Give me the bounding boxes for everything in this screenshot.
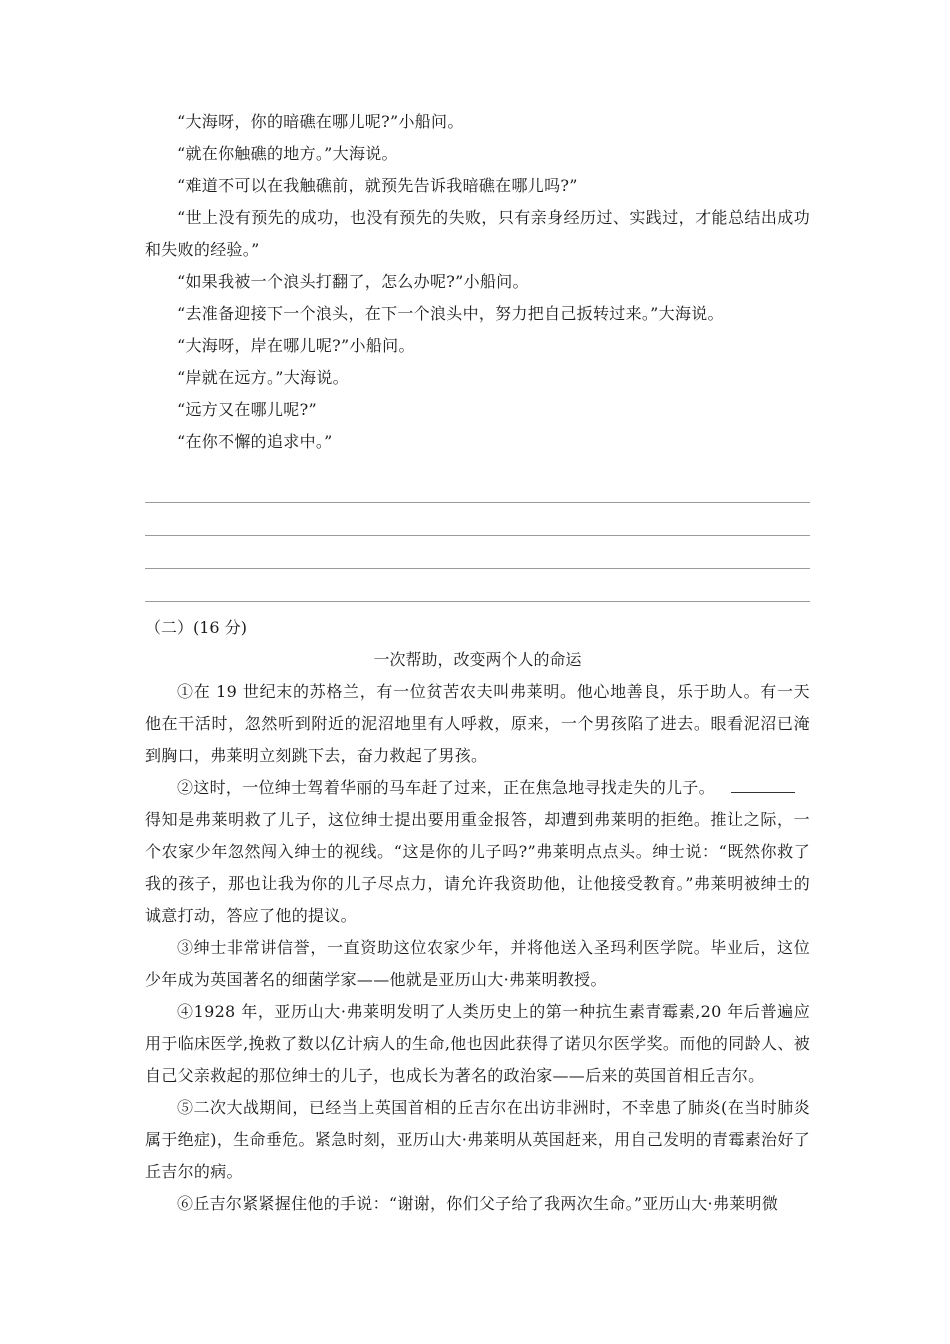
document-page bbox=[145, 106, 810, 1220]
dialogue-line: “在你不懈的追求中。” bbox=[177, 432, 333, 451]
article-title: 一次帮助，改变两个人的命运 bbox=[373, 650, 582, 669]
answer-line[interactable] bbox=[145, 569, 810, 602]
fill-in-blank[interactable] bbox=[731, 774, 795, 793]
paragraph-4: ④1928 年，亚历山大·弗莱明发明了人类历史上的第一种抗生素青霉素,20 年后普遍应用于临床医学,挽救了数以亿计病人的生命,他也因此获得了诺贝尔医学奖。而他的同龄人、被自己父亲救起的那位绅士的儿子，也成长为著名的政治家——后来的英国首相丘吉尔。 bbox=[145, 1002, 810, 1085]
paragraph-2-continued: 得知是弗莱明救了儿子，这位绅士提出要用重金报答，却遭到弗莱明的拒绝。推让之际，一个农家少年忽然闯入绅士的视线。“这是你的儿子吗?”弗莱明点点头。绅士说：“既然你救了我的孩子，那也让我为你的儿子尽点力，请允许我资助他，让他接受教育。”弗莱明被绅士的诚意打动，答应了他的提议。 bbox=[145, 810, 810, 925]
dialogue-line: “如果我被一个浪头打翻了，怎么办呢?”小船问。 bbox=[177, 272, 529, 291]
paragraph-1: ①在 19 世纪末的苏格兰，有一位贫苦农夫叫弗莱明。他心地善良，乐于助人。有一天他在干活时，忽然听到附近的泥沼地里有人呼救，原来，一个男孩陷了进去。眼看泥沼已淹到胸口，弗莱明立刻跳下去，奋力救起了男孩。 bbox=[145, 682, 810, 765]
dialogue-line: “远方又在哪儿呢?” bbox=[177, 400, 317, 419]
answer-line[interactable] bbox=[145, 470, 810, 503]
paragraph-6: ⑥丘吉尔紧紧握住他的手说：“谢谢，你们父子给了我两次生命。”亚历山大·弗莱明微 bbox=[177, 1194, 779, 1213]
dialogue-line: “世上没有预先的成功，也没有预先的失败，只有亲身经历过、实践过，才能总结出成功和失败的经验。” bbox=[145, 208, 810, 259]
answer-area[interactable] bbox=[145, 470, 810, 602]
dialogue-line: “岸就在远方。”大海说。 bbox=[177, 368, 349, 387]
paragraph-2-text: ②这时，一位绅士驾着华丽的马车赶了过来，正在焦急地寻找走失的儿子。 bbox=[177, 778, 715, 797]
dialogue-line: “就在你触礁的地方。”大海说。 bbox=[177, 144, 398, 163]
dialogue-line: “去准备迎接下一个浪头，在下一个浪头中，努力把自己扳转过来。”大海说。 bbox=[177, 304, 724, 323]
dialogue-block bbox=[145, 106, 810, 458]
dialogue-line: “大海呀，岸在哪儿呢?”小船问。 bbox=[177, 336, 415, 355]
section-label: （二）(16 分) bbox=[145, 618, 247, 637]
answer-line[interactable] bbox=[145, 536, 810, 569]
dialogue-line: “大海呀，你的暗礁在哪儿呢?”小船问。 bbox=[177, 112, 464, 131]
paragraph-5: ⑤二次大战期间，已经当上英国首相的丘吉尔在出访非洲时，不幸患了肺炎(在当时肺炎属于绝症)，生命垂危。紧急时刻，亚历山大·弗莱明从英国赶来，用自己发明的青霉素治好了丘吉尔的病。 bbox=[145, 1098, 810, 1181]
dialogue-line: “难道不可以在我触礁前，就预先告诉我暗礁在哪儿吗?” bbox=[177, 176, 578, 195]
answer-line[interactable] bbox=[145, 503, 810, 536]
paragraph-3: ③绅士非常讲信誉，一直资助这位农家少年，并将他送入圣玛利医学院。毕业后，这位少年成为英国著名的细菌学家——他就是亚历山大·弗莱明教授。 bbox=[145, 938, 810, 989]
paragraph-2 bbox=[145, 772, 810, 804]
